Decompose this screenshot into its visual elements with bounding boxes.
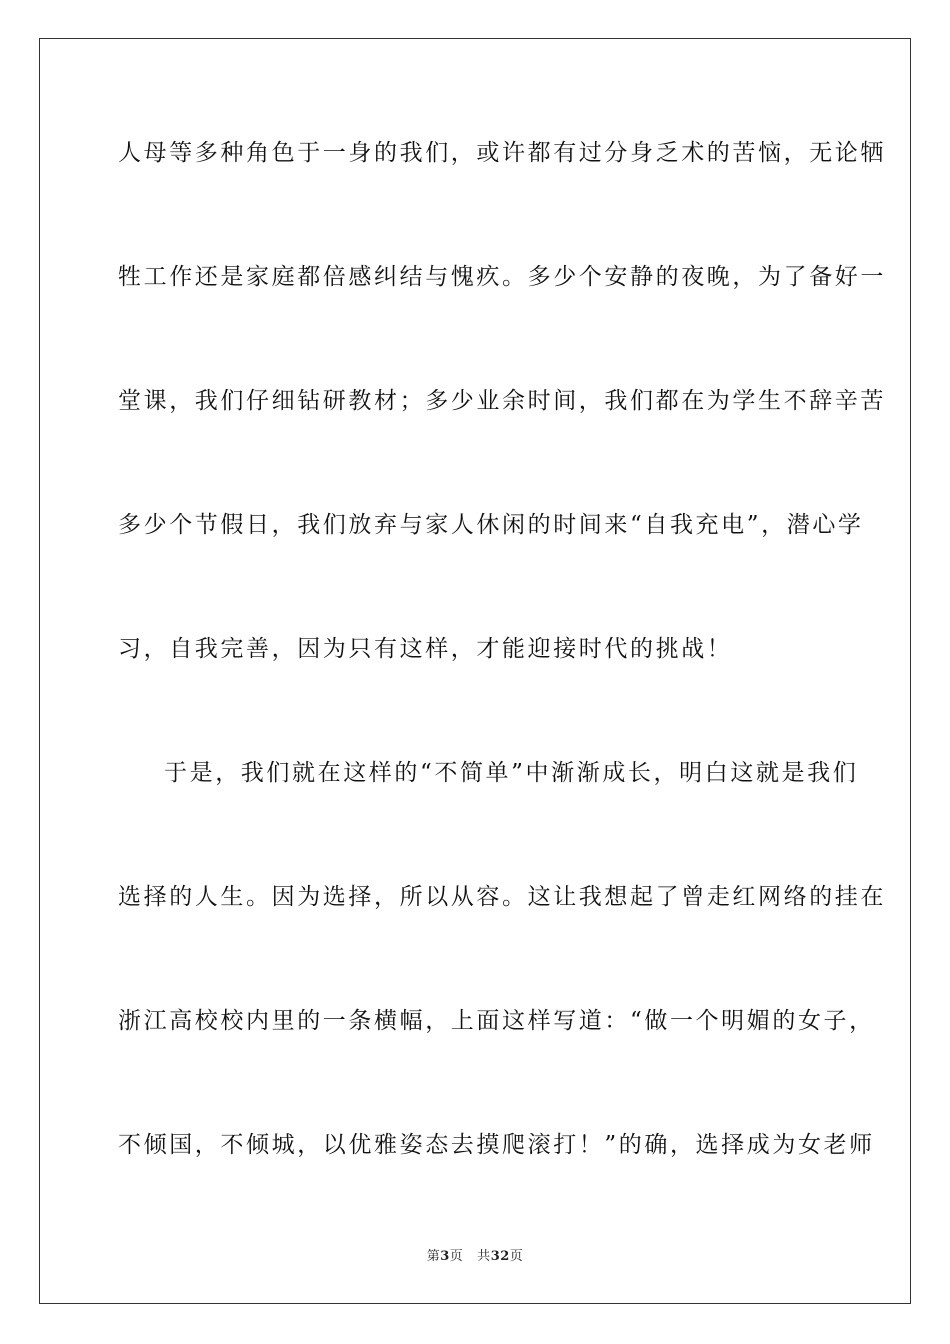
body-text-line-8: 浙江高校校内里的一条横幅，上面这样写道：“做一个明媚的女子，: [118, 1008, 875, 1034]
page-prefix: 第: [426, 1249, 441, 1264]
body-text-line-7: 选择的人生。因为选择，所以从容。这让我想起了曾走红网络的挂在: [118, 884, 886, 910]
body-text-line-1: 人母等多种角色于一身的我们，或许都有过分身乏术的苦恼，无论牺: [118, 140, 886, 166]
total-suffix: 页: [509, 1249, 524, 1264]
body-text-line-2: 牲工作还是家庭都倍感纠结与愧疚。多少个安静的夜晚，为了备好一: [118, 264, 886, 290]
page-border: [39, 38, 911, 1304]
total-page-count: 32: [490, 1249, 510, 1264]
current-page-number: 3: [440, 1249, 450, 1264]
body-text-line-9: 不倾国，不倾城，以优雅姿态去摸爬滚打！”的确，选择成为女老师: [118, 1132, 875, 1158]
total-prefix: 共: [477, 1249, 491, 1264]
page-suffix: 页: [449, 1249, 464, 1264]
body-text-line-5: 习，自我完善，因为只有这样，才能迎接时代的挑战！: [118, 636, 733, 662]
page-footer: [0, 1248, 950, 1266]
body-text-line-6: 于是，我们就在这样的“不简单”中渐渐成长，明白这就是我们: [164, 760, 859, 786]
body-text-line-3: 堂课，我们仔细钻研教材；多少业余时间，我们都在为学生不辞辛苦: [118, 388, 886, 414]
body-text-line-4: 多少个节假日，我们放弃与家人休闲的时间来“自我充电”，潜心学: [118, 512, 864, 538]
